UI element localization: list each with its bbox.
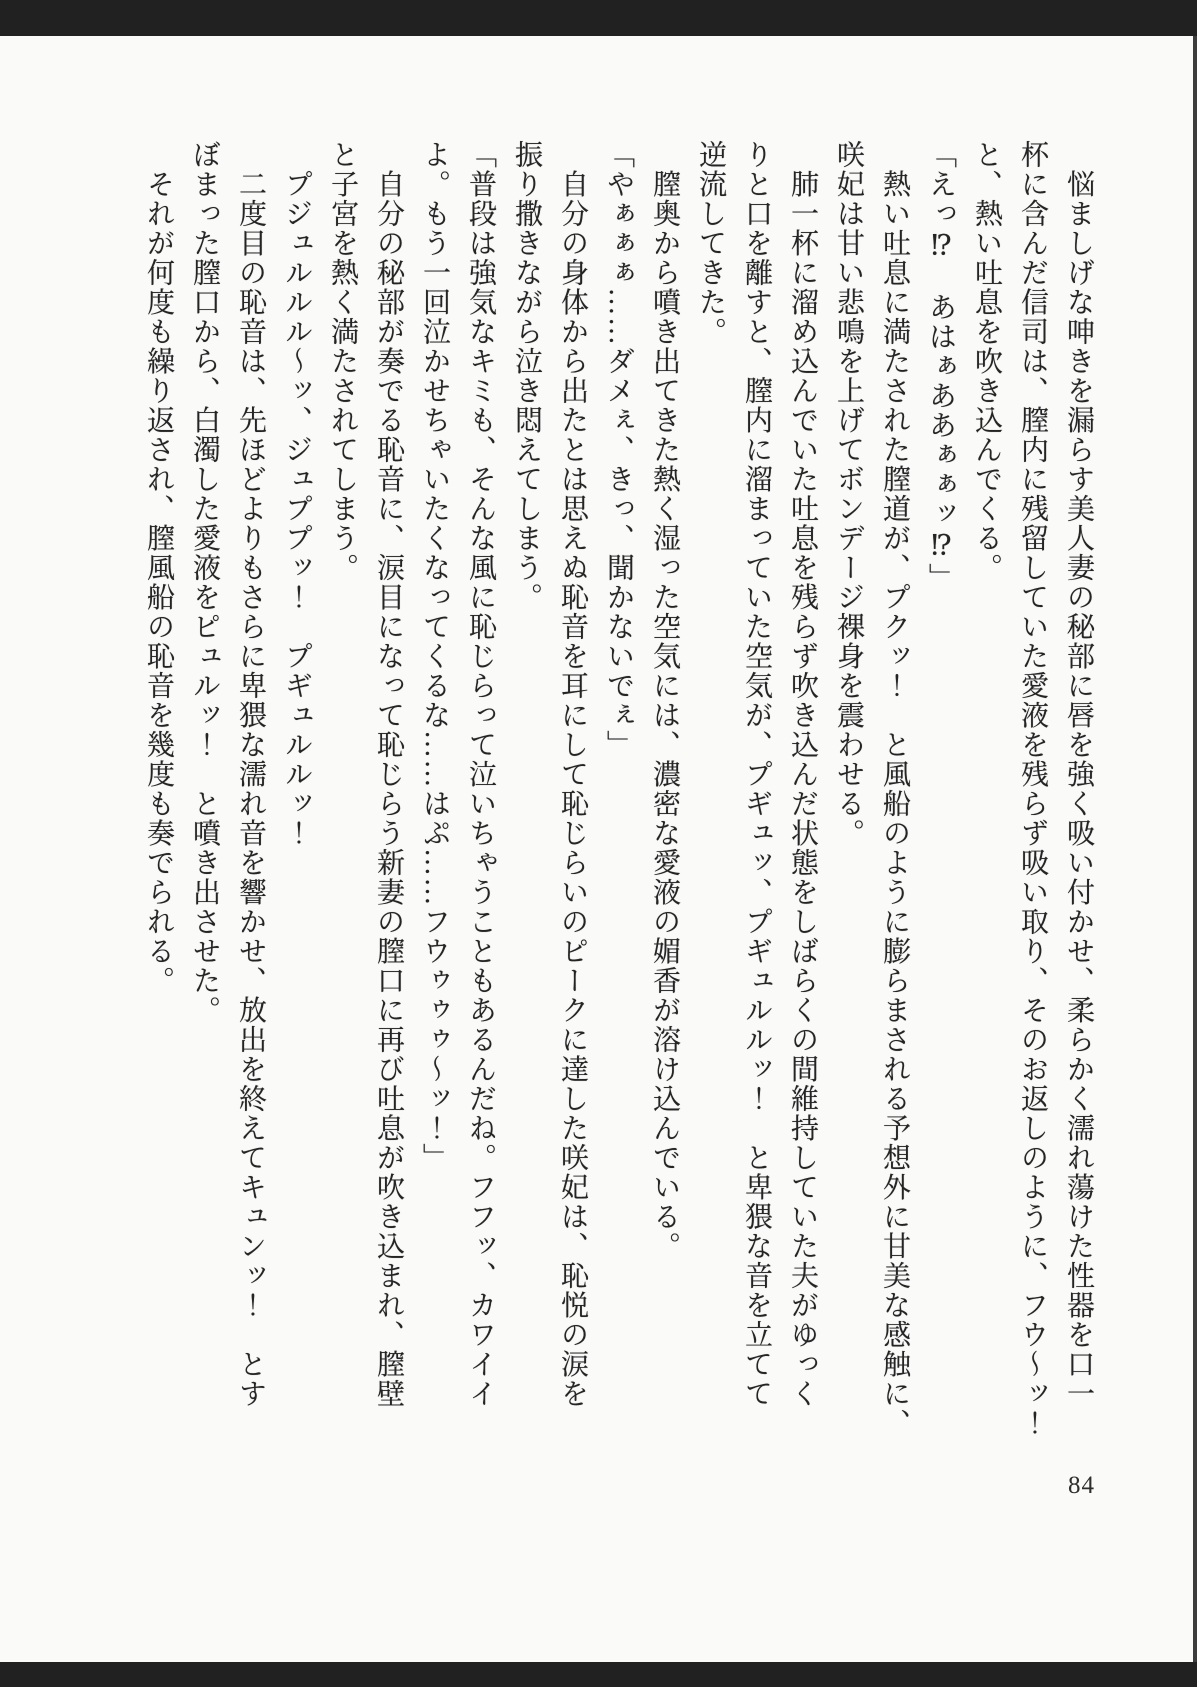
- text-column-21: それが何度も繰り返され、膣風船の恥音を幾度も奏でられる。: [143, 140, 174, 996]
- text-column-16: 自分の秘部が奏でる恥音に、涙目になって恥じらう新妻の膣口に再び吐息が吹き込まれ、膣壁: [373, 140, 404, 1409]
- text-column-4: 「えっ⁉ あはぁああぁぁッ⁉」: [925, 140, 956, 593]
- text-column-17: と子宮を熱く満たされてしまう。: [327, 140, 358, 583]
- page-edge-scan-shadow: [1193, 36, 1197, 1662]
- text-column-5: 熱い吐息に満たされた膣道が、プクッ！ と風船のように膨らまされる予想外に甘美な感触に、: [879, 140, 910, 1438]
- text-column-1: 悩ましげな呻きを漏らす美人妻の秘部に唇を強く吸い付かせ、柔らかく濡れ蕩けた性器を口一: [1063, 140, 1094, 1409]
- text-column-3: と、熱い吐息を吹き込んでくる。: [971, 140, 1002, 583]
- text-column-18: プジュルルル〜ッ、ジュププッ！ プギュルルッ！: [281, 140, 312, 848]
- text-column-7: 肺一杯に溜め込んでいた吐息を残らず吹き込んだ状態をしばらくの間維持していた夫がゆっく: [787, 140, 818, 1409]
- text-column-10: 膣奥から噴き出てきた熱く湿った空気には、濃密な愛液の媚香が溶け込んでいる。: [649, 140, 680, 1261]
- page-number: 84: [1068, 1472, 1095, 1499]
- text-column-9: 逆流してきた。: [695, 140, 726, 347]
- text-column-13: 振り撒きながら泣き悶えてしまう。: [511, 140, 542, 612]
- text-column-15: よ。もう一回泣かせちゃいたくなってくるな……はぷ……フウゥゥゥ〜ッ！」: [419, 140, 450, 1173]
- text-column-12: 自分の身体から出たとは思えぬ恥音を耳にして恥じらいのピークに達した咲妃は、恥悦の涙を: [557, 140, 588, 1409]
- text-column-2: 杯に含んだ信司は、膣内に残留していた愛液を残らず吸い取り、そのお返しのように、フウ〜ッ！: [1017, 140, 1048, 1438]
- top-letterbox-bar: [0, 0, 1197, 36]
- text-column-19: 二度目の恥音は、先ほどよりもさらに卑猥な濡れ音を響かせ、放出を終えてキュンッ！ とす: [235, 140, 266, 1409]
- body-text-block: [135, 140, 1101, 1450]
- text-column-8: りと口を離すと、膣内に溜まっていた空気が、プギュッ、プギュルルッ！ と卑猥な音を立てて: [741, 140, 772, 1409]
- text-column-14: 「普段は強気なキミも、そんな風に恥じらって泣いちゃうこともあるんだね。フフッ、カワイイ: [465, 140, 496, 1409]
- text-column-11: 「やぁぁぁ……ダメぇ、きっ、聞かないでぇ」: [603, 140, 634, 760]
- text-column-20: ぼまった膣口から、白濁した愛液をピュルッ！ と噴き出させた。: [189, 140, 220, 1025]
- text-column-6: 咲妃は甘い悲鳴を上げてボンデージ裸身を震わせる。: [833, 140, 864, 848]
- bottom-letterbox-bar: [0, 1662, 1197, 1687]
